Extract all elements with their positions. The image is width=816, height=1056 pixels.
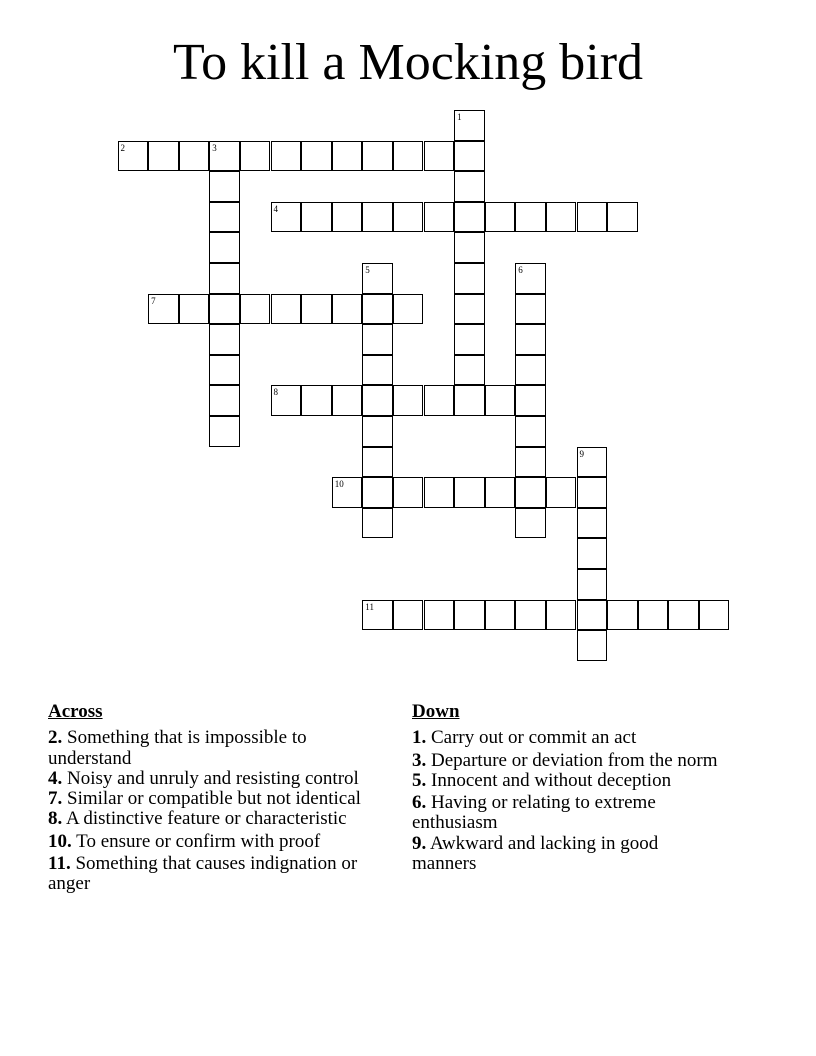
clue-across-10 [48, 832, 378, 852]
clue-number: 6. [412, 792, 427, 814]
cell-number: 6 [518, 265, 523, 275]
grid-cell[interactable] [362, 294, 393, 325]
grid-cell[interactable] [454, 294, 485, 325]
grid-cell[interactable] [393, 385, 424, 416]
grid-cell[interactable] [454, 263, 485, 294]
clue-down-1 [412, 728, 722, 748]
clue-number: 7. [48, 788, 63, 810]
grid-cell[interactable] [209, 232, 240, 263]
grid-cell[interactable] [148, 294, 179, 325]
grid-cell[interactable] [607, 600, 638, 631]
clue-down-3 [412, 751, 722, 771]
grid-cell[interactable] [577, 447, 608, 478]
grid-cell[interactable] [393, 294, 424, 325]
grid-cell[interactable] [485, 385, 516, 416]
grid-cell[interactable] [362, 477, 393, 508]
clue-text: Having or relating to extreme enthusiasm [412, 792, 656, 834]
grid-cell[interactable] [515, 508, 546, 539]
grid-cell[interactable] [577, 538, 608, 569]
grid-cell[interactable] [179, 294, 210, 325]
clue-number: 9. [412, 832, 427, 854]
clue-down-6 [412, 793, 722, 834]
grid-cell[interactable] [240, 141, 271, 172]
cell-number: 9 [579, 448, 584, 459]
grid-cell[interactable] [332, 477, 363, 508]
clue-text: Something that causes indignation or anger [48, 853, 358, 895]
grid-cell[interactable] [362, 141, 393, 172]
clue-number: 10. [48, 830, 72, 852]
clue-text: Something that is impossible to understand [48, 727, 307, 769]
clue-number: 3. [412, 749, 427, 771]
grid-cell[interactable] [699, 600, 730, 631]
grid-cell[interactable] [362, 416, 393, 447]
grid-cell[interactable] [362, 263, 393, 294]
clue-across-11 [48, 854, 378, 895]
clue-text: Similar or compatible but not identical [67, 788, 361, 810]
clue-text: Departure or deviation from the norm [431, 749, 718, 771]
grid-cell[interactable] [454, 232, 485, 263]
grid-cell[interactable] [424, 202, 455, 233]
clue-text: Awkward and lacking in good manners [412, 832, 659, 875]
grid-cell[interactable] [301, 385, 332, 416]
cell-number: 4 [273, 203, 278, 214]
grid-cell[interactable] [454, 324, 485, 355]
cell-number: 1 [457, 112, 462, 122]
grid-cell[interactable] [515, 355, 546, 386]
clue-down-5 [412, 771, 722, 791]
cell-number: 3 [212, 142, 217, 153]
cell-number: 5 [365, 265, 370, 275]
grid-cell[interactable] [454, 355, 485, 386]
grid-cell[interactable] [577, 477, 608, 508]
clue-across-4 [48, 769, 378, 789]
grid-cell[interactable] [454, 477, 485, 508]
grid-cell[interactable] [209, 385, 240, 416]
across-heading: Across [48, 701, 103, 722]
grid-cell[interactable] [271, 202, 302, 233]
down-clues [412, 702, 722, 874]
grid-cell[interactable] [362, 508, 393, 539]
grid-cell[interactable] [209, 141, 240, 172]
puzzle-title: To kill a Mocking bird [172, 34, 644, 91]
grid-cell[interactable] [148, 141, 179, 172]
clue-text: A distinctive feature or characteristic [65, 808, 347, 830]
grid-cell[interactable] [485, 477, 516, 508]
grid-cell[interactable] [454, 202, 485, 233]
grid-cell[interactable] [515, 263, 546, 294]
grid-cell[interactable] [577, 630, 608, 661]
grid-cell[interactable] [209, 355, 240, 386]
grid-cell[interactable] [332, 294, 363, 325]
grid-cell[interactable] [332, 385, 363, 416]
grid-cell[interactable] [454, 385, 485, 416]
grid-cell[interactable] [271, 141, 302, 172]
grid-cell[interactable] [209, 416, 240, 447]
clue-number: 4. [48, 767, 63, 789]
grid-cell[interactable] [209, 171, 240, 202]
grid-cell[interactable] [515, 324, 546, 355]
clue-across-2 [48, 728, 378, 769]
grid-cell[interactable] [515, 447, 546, 478]
grid-cell[interactable] [393, 477, 424, 508]
grid-cell[interactable] [271, 294, 302, 325]
clue-text: To ensure or confirm with proof [76, 830, 321, 852]
cell-number: 2 [120, 142, 125, 153]
grid-cell[interactable] [301, 294, 332, 325]
cell-number: 11 [365, 601, 374, 612]
grid-cell[interactable] [515, 385, 546, 416]
clue-across-7 [48, 789, 378, 809]
grid-cell[interactable] [393, 600, 424, 631]
grid-cell[interactable] [454, 110, 485, 141]
grid-cell[interactable] [515, 202, 546, 233]
grid-cell[interactable] [362, 324, 393, 355]
clue-text: Carry out or commit an act [431, 727, 637, 749]
across-clues [48, 702, 378, 895]
grid-cell[interactable] [546, 202, 577, 233]
grid-cell[interactable] [485, 600, 516, 631]
grid-cell[interactable] [515, 294, 546, 325]
grid-cell[interactable] [362, 385, 393, 416]
grid-cell[interactable] [577, 202, 608, 233]
clue-text: Innocent and without deception [431, 769, 672, 791]
clue-number: 5. [412, 769, 427, 791]
grid-cell[interactable] [546, 477, 577, 508]
grid-cell[interactable] [607, 202, 638, 233]
cell-number: 10 [334, 479, 344, 490]
grid-cell[interactable] [240, 294, 271, 325]
grid-cell[interactable] [209, 324, 240, 355]
clue-number: 2. [48, 727, 63, 749]
grid-cell[interactable] [209, 263, 240, 294]
grid-cell[interactable] [332, 202, 363, 233]
grid-cell[interactable] [638, 600, 669, 631]
grid-cell[interactable] [577, 600, 608, 631]
grid-cell[interactable] [424, 477, 455, 508]
grid-cell[interactable] [577, 508, 608, 539]
grid-cell[interactable] [332, 141, 363, 172]
down-heading: Down [412, 701, 460, 722]
grid-cell[interactable] [577, 569, 608, 600]
grid-cell[interactable] [362, 447, 393, 478]
grid-cell[interactable] [393, 202, 424, 233]
clue-down-9 [412, 834, 722, 875]
clue-across-8 [48, 809, 378, 829]
grid-cell[interactable] [301, 141, 332, 172]
grid-cell[interactable] [424, 385, 455, 416]
grid-cell[interactable] [515, 477, 546, 508]
grid-cell[interactable] [209, 294, 240, 325]
grid-cell[interactable] [209, 202, 240, 233]
cell-number: 7 [151, 295, 156, 306]
clue-number: 11. [48, 853, 71, 875]
clue-number: 8. [48, 808, 63, 830]
grid-cell[interactable] [454, 171, 485, 202]
clue-text: Noisy and unruly and resisting control [67, 767, 359, 789]
grid-cell[interactable] [362, 202, 393, 233]
grid-cell[interactable] [179, 141, 210, 172]
grid-cell[interactable] [301, 202, 332, 233]
grid-cell[interactable] [485, 202, 516, 233]
grid-cell[interactable] [393, 141, 424, 172]
grid-cell[interactable] [454, 600, 485, 631]
grid-cell[interactable] [454, 141, 485, 172]
grid-cell[interactable] [362, 355, 393, 386]
grid-cell[interactable] [424, 141, 455, 172]
grid-cell[interactable] [515, 600, 546, 631]
cell-number: 8 [273, 387, 278, 398]
grid-cell[interactable] [424, 600, 455, 631]
grid-cell[interactable] [546, 600, 577, 631]
grid-cell[interactable] [118, 141, 149, 172]
grid-cell[interactable] [515, 416, 546, 447]
clue-number: 1. [412, 727, 427, 749]
grid-cell[interactable] [362, 600, 393, 631]
grid-cell[interactable] [271, 385, 302, 416]
grid-cell[interactable] [668, 600, 699, 631]
